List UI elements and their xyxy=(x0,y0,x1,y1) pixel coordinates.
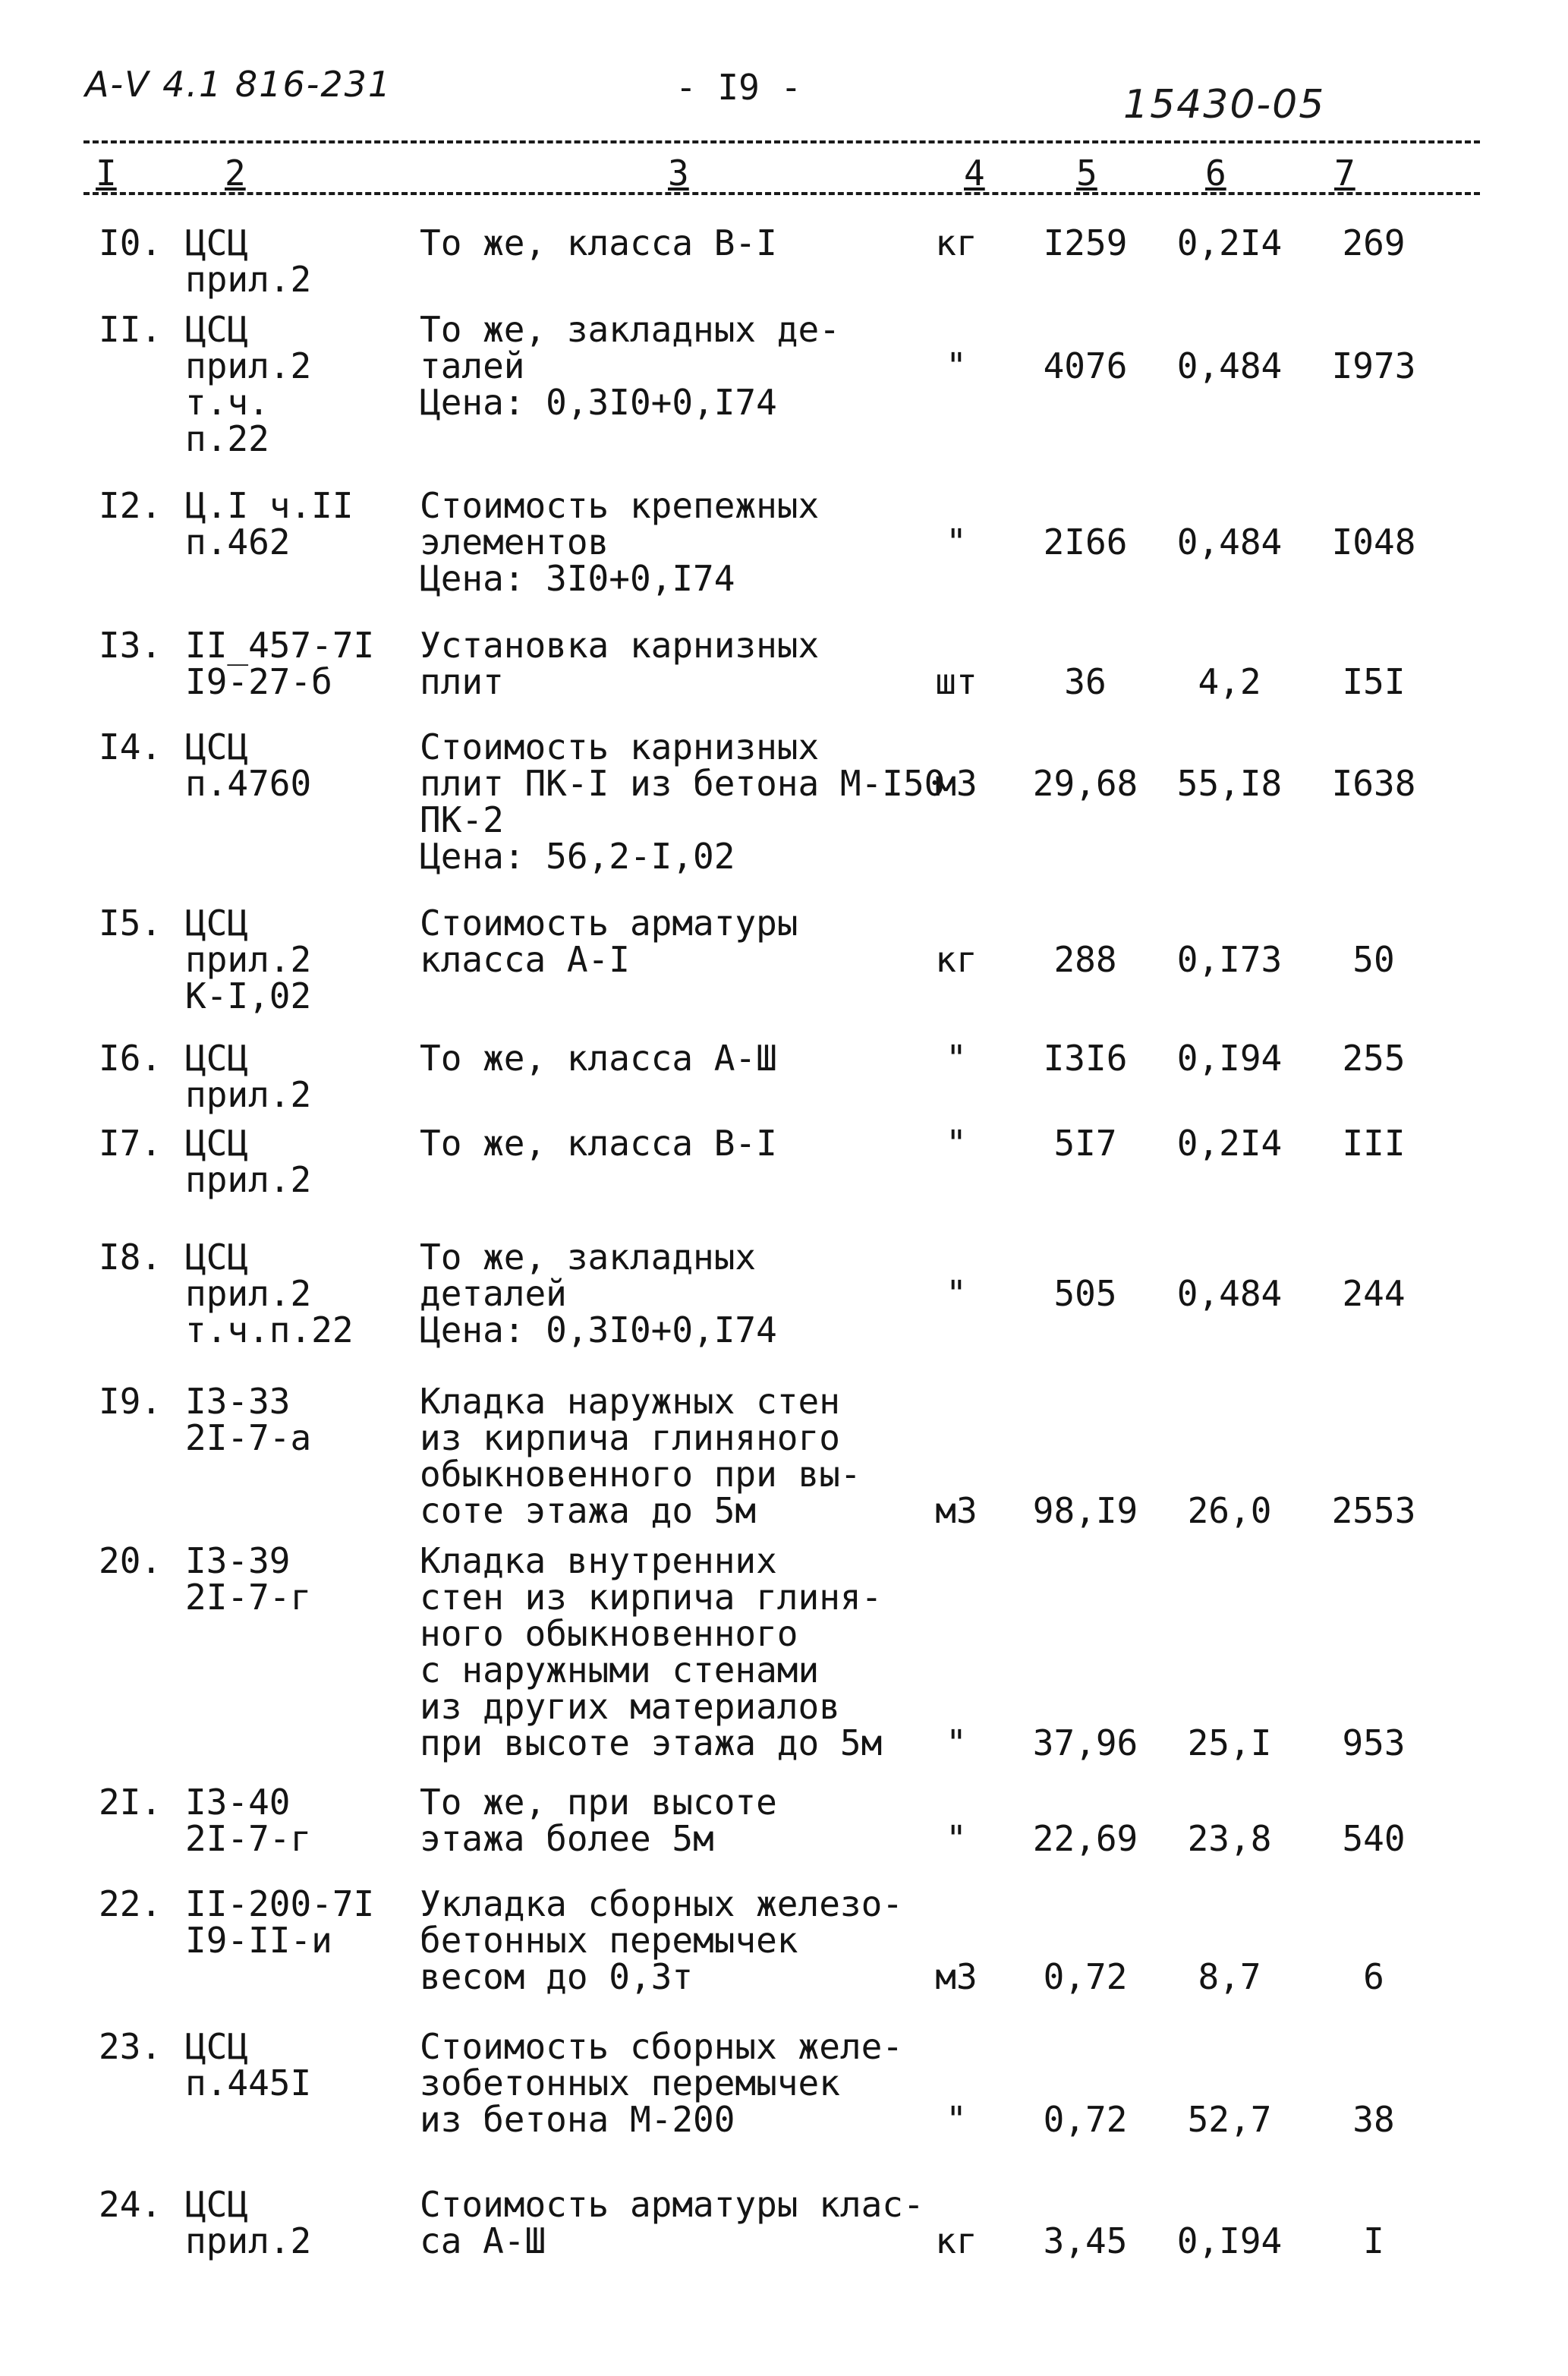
work-description-line: при высоте этажа до 5м xyxy=(420,1722,883,1763)
unit-price: 25,I xyxy=(1187,1722,1272,1763)
quantity: I3I6 xyxy=(1043,1038,1128,1079)
column-number-1: I xyxy=(96,153,117,194)
norm-reference-line: I9-27-б xyxy=(185,661,332,702)
norm-reference-line: т.ч.п.22 xyxy=(185,1309,354,1350)
total-cost: I973 xyxy=(1331,345,1416,386)
unit-of-measure: " xyxy=(946,1273,967,1314)
work-description-line: са А-Ш xyxy=(420,2220,546,2261)
archive-number: 15430-05 xyxy=(1123,82,1326,128)
norm-reference xyxy=(185,487,413,560)
total-cost: I638 xyxy=(1331,763,1416,804)
row-number: 24. xyxy=(99,2184,162,2225)
work-description-line: То же, класса А-Ш xyxy=(420,1038,777,1079)
norm-reference-line: 2I-7-г xyxy=(185,1577,312,1618)
unit-of-measure: " xyxy=(946,345,967,386)
norm-reference-line: ЦСЦ xyxy=(185,1038,249,1079)
work-description-line: Укладка сборных железо- xyxy=(420,1883,903,1924)
total-cost: 2553 xyxy=(1331,1490,1416,1531)
norm-reference-line: прил.2 xyxy=(185,1074,312,1115)
norm-reference-line: ЦСЦ xyxy=(185,1123,249,1164)
work-description-line: Кладка наружных стен xyxy=(420,1381,840,1422)
norm-reference-line: II-200-7I xyxy=(185,1883,375,1924)
total-cost: 244 xyxy=(1342,1273,1406,1314)
work-description-line: Цена: 56,2-I,02 xyxy=(420,836,735,877)
norm-reference xyxy=(185,1383,413,1456)
work-description-line: элементов xyxy=(420,522,609,562)
quantity: 5I7 xyxy=(1053,1123,1117,1164)
norm-reference xyxy=(185,2028,413,2101)
total-cost: 38 xyxy=(1352,2099,1395,2140)
row-number: 2I. xyxy=(99,1782,162,1823)
unit-price: 0,I73 xyxy=(1176,939,1283,980)
work-description xyxy=(420,1123,966,1164)
work-description-line: Стоимость арматуры xyxy=(420,903,798,944)
norm-reference xyxy=(185,222,413,300)
norm-reference xyxy=(185,311,413,457)
work-description-line: То же, закладных де- xyxy=(420,309,840,350)
work-description-line: весом до 0,3т xyxy=(420,1956,694,1997)
total-cost: 269 xyxy=(1342,222,1406,263)
norm-reference-line: прил.2 xyxy=(185,939,312,980)
norm-reference xyxy=(185,2186,413,2259)
unit-of-measure: шт xyxy=(935,661,978,702)
norm-reference-line: п.445I xyxy=(185,2062,312,2103)
unit-of-measure: " xyxy=(946,1123,967,1164)
norm-reference xyxy=(185,1040,413,1113)
column-number-2: 2 xyxy=(225,153,246,194)
work-description-line: Стоимость крепежных xyxy=(420,485,820,526)
row-number: 23. xyxy=(99,2026,162,2067)
quantity: 0,72 xyxy=(1043,2099,1128,2140)
total-cost: I5I xyxy=(1342,661,1406,702)
work-description-line: плит ПК-I из бетона М-I50 xyxy=(420,763,946,804)
norm-reference-line: ЦСЦ xyxy=(185,2026,249,2067)
unit-of-measure: м3 xyxy=(935,1956,978,1997)
work-description-line: Стоимость сборных желе- xyxy=(420,2026,903,2067)
work-description-line: ного обыкновенного xyxy=(420,1613,798,1654)
quantity: 4076 xyxy=(1043,345,1128,386)
norm-reference-line: ЦСЦ xyxy=(185,222,249,263)
work-description xyxy=(420,627,966,700)
norm-reference-line: ЦСЦ xyxy=(185,726,249,767)
work-description-line: То же, при высоте xyxy=(420,1782,777,1823)
unit-price: 0,I94 xyxy=(1176,2220,1283,2261)
work-description-line: То же, класса В-I xyxy=(420,222,777,263)
unit-of-measure: кг xyxy=(935,222,978,263)
work-description xyxy=(420,1038,966,1079)
work-description-line: соте этажа до 5м xyxy=(420,1490,757,1531)
column-number-7: 7 xyxy=(1334,153,1355,194)
unit-price: 23,8 xyxy=(1187,1818,1272,1859)
column-number-4: 4 xyxy=(964,153,985,194)
work-description-line: талей xyxy=(420,345,525,386)
column-number-3: 3 xyxy=(668,153,689,194)
document-code: А-Ⅴ 4.1 816-231 xyxy=(85,64,392,105)
work-description xyxy=(420,905,966,978)
header-divider-top xyxy=(83,140,1480,143)
unit-price: 0,2I4 xyxy=(1176,222,1283,263)
work-description-line: из других материалов xyxy=(420,1686,840,1727)
norm-reference-line: п.462 xyxy=(185,522,291,562)
quantity: 37,96 xyxy=(1032,1722,1138,1763)
unit-of-measure: м3 xyxy=(935,1490,978,1531)
row-number: I7. xyxy=(99,1123,162,1164)
unit-price: 52,7 xyxy=(1187,2099,1272,2140)
norm-reference-line: II_457-7I xyxy=(185,625,375,666)
work-description xyxy=(420,1883,966,1997)
work-description xyxy=(420,1383,966,1529)
norm-reference-line: ЦСЦ xyxy=(185,2184,249,2225)
work-description xyxy=(420,311,966,421)
quantity: 98,I9 xyxy=(1032,1490,1138,1531)
norm-reference-line: п.4760 xyxy=(185,763,312,804)
work-description-line: плит xyxy=(420,661,504,702)
total-cost: I048 xyxy=(1331,522,1416,562)
norm-reference xyxy=(185,726,413,804)
row-number: 22. xyxy=(99,1883,162,1924)
work-description-line: Стоимость арматуры клас- xyxy=(420,2184,924,2225)
total-cost: I xyxy=(1363,2220,1384,2261)
norm-reference xyxy=(185,627,413,700)
work-description-line: Цена: 0,3I0+0,I74 xyxy=(420,382,777,423)
unit-of-measure: кг xyxy=(935,939,978,980)
total-cost: 540 xyxy=(1342,1818,1406,1859)
total-cost: III xyxy=(1342,1123,1406,1164)
norm-reference-line: I3-39 xyxy=(185,1540,291,1581)
unit-price: 8,7 xyxy=(1198,1956,1261,1997)
page-number: - I9 - xyxy=(675,67,802,108)
row-number: 20. xyxy=(99,1540,162,1581)
work-description-line: Стоимость карнизных xyxy=(420,726,820,767)
work-description-line: зобетонных перемычек xyxy=(420,2062,840,2103)
norm-reference xyxy=(185,1540,413,1618)
norm-reference-line: 2I-7-а xyxy=(185,1417,312,1458)
unit-of-measure: кг xyxy=(935,2220,978,2261)
norm-reference-line: I3-40 xyxy=(185,1782,291,1823)
unit-price: 0,484 xyxy=(1176,1273,1283,1314)
work-description-line: Кладка внутренних xyxy=(420,1540,777,1581)
quantity: 29,68 xyxy=(1032,763,1138,804)
norm-reference xyxy=(185,1883,413,1961)
norm-reference-line: I3-33 xyxy=(185,1381,291,1422)
norm-reference-line: п.22 xyxy=(185,418,269,459)
quantity: 3,45 xyxy=(1043,2220,1128,2261)
quantity: 36 xyxy=(1064,661,1107,702)
unit-of-measure: " xyxy=(946,1818,967,1859)
unit-price: 4,2 xyxy=(1198,661,1261,702)
work-description-line: из бетона М-200 xyxy=(420,2099,735,2140)
column-number-6: 6 xyxy=(1205,153,1226,194)
unit-price: 0,2I4 xyxy=(1176,1123,1283,1164)
quantity: 2I66 xyxy=(1043,522,1128,562)
work-description xyxy=(420,2028,966,2138)
column-number-5: 5 xyxy=(1076,153,1097,194)
total-cost: 953 xyxy=(1342,1722,1406,1763)
work-description-line: бетонных перемычек xyxy=(420,1920,798,1961)
norm-reference-line: прил.2 xyxy=(185,345,312,386)
header-divider-bottom xyxy=(83,192,1480,195)
quantity: I259 xyxy=(1043,222,1128,263)
work-description-line: этажа более 5м xyxy=(420,1818,714,1859)
row-number: I3. xyxy=(99,625,162,666)
work-description xyxy=(420,487,966,597)
work-description-line: обыкновенного при вы- xyxy=(420,1454,861,1495)
work-description-line: То же, закладных xyxy=(420,1237,757,1278)
norm-reference xyxy=(185,1239,413,1348)
work-description-line: Цена: 3I0+0,I74 xyxy=(420,558,735,599)
unit-price: 26,0 xyxy=(1187,1490,1272,1531)
row-number: I5. xyxy=(99,903,162,944)
work-description-line: класса А-I xyxy=(420,939,630,980)
unit-price: 0,484 xyxy=(1176,345,1283,386)
norm-reference xyxy=(185,1125,413,1198)
total-cost: 50 xyxy=(1352,939,1395,980)
work-description xyxy=(420,2186,966,2259)
norm-reference-line: К-I,02 xyxy=(185,975,312,1016)
norm-reference-line: Ц.I ч.II xyxy=(185,485,354,526)
work-description-line: То же, класса В-I xyxy=(420,1123,777,1164)
row-number: I0. xyxy=(99,222,162,263)
unit-price: 55,I8 xyxy=(1176,763,1283,804)
unit-of-measure: м3 xyxy=(935,763,978,804)
work-description-line: деталей xyxy=(420,1273,567,1314)
norm-reference-line: 2I-7-г xyxy=(185,1818,312,1859)
work-description xyxy=(420,1540,966,1763)
work-description-line: Цена: 0,3I0+0,I74 xyxy=(420,1309,777,1350)
row-number: I9. xyxy=(99,1381,162,1422)
unit-of-measure: " xyxy=(946,522,967,562)
row-number: I2. xyxy=(99,485,162,526)
total-cost: 6 xyxy=(1363,1956,1384,1997)
quantity: 22,69 xyxy=(1032,1818,1138,1859)
work-description-line: Установка карнизных xyxy=(420,625,820,666)
work-description xyxy=(420,222,966,263)
quantity: 0,72 xyxy=(1043,1956,1128,1997)
work-description xyxy=(420,1784,966,1857)
unit-of-measure: " xyxy=(946,2099,967,2140)
work-description xyxy=(420,726,966,877)
norm-reference-line: прил.2 xyxy=(185,259,312,300)
row-number: I6. xyxy=(99,1038,162,1079)
unit-price: 0,I94 xyxy=(1176,1038,1283,1079)
row-number: I4. xyxy=(99,726,162,767)
norm-reference-line: I9-II-и xyxy=(185,1920,332,1961)
norm-reference xyxy=(185,1784,413,1857)
quantity: 505 xyxy=(1053,1273,1117,1314)
norm-reference-line: ЦСЦ xyxy=(185,903,249,944)
row-number: II. xyxy=(99,309,162,350)
work-description-line: из кирпича глиняного xyxy=(420,1417,840,1458)
unit-of-measure: " xyxy=(946,1722,967,1763)
norm-reference-line: ЦСЦ xyxy=(185,309,249,350)
work-description-line: с наружными стенами xyxy=(420,1650,820,1691)
norm-reference-line: прил.2 xyxy=(185,1273,312,1314)
norm-reference-line: ЦСЦ xyxy=(185,1237,249,1278)
norm-reference xyxy=(185,905,413,1014)
norm-reference-line: т.ч. xyxy=(185,382,269,423)
unit-of-measure: " xyxy=(946,1038,967,1079)
unit-price: 0,484 xyxy=(1176,522,1283,562)
norm-reference-line: прил.2 xyxy=(185,2220,312,2261)
work-description xyxy=(420,1239,966,1348)
quantity: 288 xyxy=(1053,939,1117,980)
work-description-line: стен из кирпича глиня- xyxy=(420,1577,883,1618)
row-number: I8. xyxy=(99,1237,162,1278)
work-description-line: ПК-2 xyxy=(420,799,504,840)
norm-reference-line: прил.2 xyxy=(185,1159,312,1200)
total-cost: 255 xyxy=(1342,1038,1406,1079)
